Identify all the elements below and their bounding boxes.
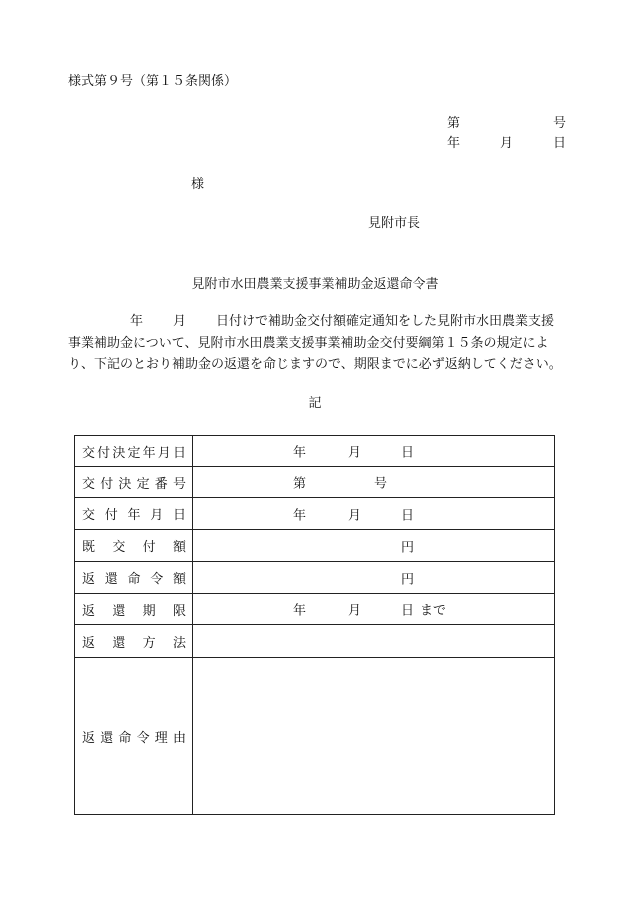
label-char: 返 bbox=[82, 603, 96, 619]
label-char: 交 bbox=[112, 540, 126, 555]
ki-heading: 記 bbox=[308, 396, 322, 411]
table-row bbox=[75, 530, 555, 562]
detail-table bbox=[74, 435, 555, 815]
label-char: 年 bbox=[142, 445, 156, 461]
decision-date-day: 日 bbox=[401, 445, 415, 461]
label-char: 番 bbox=[154, 476, 168, 492]
row-label-decision-date bbox=[75, 436, 193, 467]
label-char: 定 bbox=[127, 445, 141, 461]
label-char: 交 bbox=[82, 445, 96, 461]
label-char: 号 bbox=[172, 476, 186, 492]
label-char: 還 bbox=[112, 635, 126, 651]
label-char: 既 bbox=[82, 540, 96, 555]
label-char: 決 bbox=[118, 476, 132, 492]
label-char: 年 bbox=[127, 508, 141, 523]
table-row bbox=[75, 562, 555, 594]
table-row bbox=[75, 498, 555, 530]
table-row bbox=[75, 594, 555, 625]
document-title: 見附市水田農業支援事業補助金返還命令書 bbox=[191, 277, 439, 292]
label-char: 命 bbox=[118, 730, 132, 746]
body-year: 年 bbox=[130, 314, 144, 329]
issue-date-month: 月 bbox=[500, 136, 514, 151]
return-amount-unit: 円 bbox=[401, 572, 415, 587]
label-char: 決 bbox=[112, 445, 126, 461]
granted-amount-field bbox=[193, 530, 555, 562]
label-char: 法 bbox=[172, 635, 186, 651]
label-char: 返 bbox=[82, 635, 96, 651]
row-label-grant-date bbox=[75, 498, 193, 530]
issuer: 見附市長 bbox=[368, 216, 421, 231]
granted-amount-unit: 円 bbox=[401, 540, 415, 555]
decision-number-suffix: 号 bbox=[374, 476, 388, 492]
table-row bbox=[75, 467, 555, 498]
grant-date-day: 日 bbox=[401, 508, 415, 523]
decision-number-prefix: 第 bbox=[293, 476, 307, 492]
label-char: 理 bbox=[154, 730, 168, 746]
label-char: 日 bbox=[172, 445, 186, 461]
decision-number-field bbox=[193, 467, 555, 498]
grant-date-month: 月 bbox=[348, 508, 362, 523]
label-char: 付 bbox=[142, 540, 156, 555]
label-char: 付 bbox=[104, 508, 118, 523]
decision-date-month: 月 bbox=[348, 445, 362, 461]
label-char: 限 bbox=[172, 603, 186, 619]
table-row bbox=[75, 436, 555, 467]
label-char: 交 bbox=[82, 476, 96, 492]
return-deadline-suffix: まで bbox=[420, 603, 447, 619]
form-number: 様式第９号（第１５条関係） bbox=[68, 74, 238, 89]
return-method-field bbox=[193, 625, 555, 658]
label-char: 期 bbox=[142, 603, 156, 619]
row-label-granted-amount bbox=[75, 530, 193, 562]
row-label-return-deadline bbox=[75, 594, 193, 625]
grant-date-year: 年 bbox=[293, 508, 307, 523]
label-char: 額 bbox=[172, 572, 186, 587]
label-char: 額 bbox=[172, 540, 186, 555]
label-char: 付 bbox=[100, 476, 114, 492]
return-reason-field bbox=[193, 658, 555, 815]
row-label-return-method bbox=[75, 625, 193, 658]
table-row bbox=[75, 658, 555, 815]
document-number-suffix: 号 bbox=[553, 116, 567, 131]
label-char: 月 bbox=[150, 508, 164, 523]
body-paragraph bbox=[68, 311, 562, 376]
label-char: 還 bbox=[100, 730, 114, 746]
label-char: 返 bbox=[82, 730, 96, 746]
label-char: 定 bbox=[136, 476, 150, 492]
issue-date-year: 年 bbox=[447, 136, 461, 151]
body-text: 日付けで補助金交付額確定通知をした見附市水田農業支援事業補助金について、見附市水田農業支援事業補助金交付要綱第１５条の規定により、下記のとおり補助金の返還を命じますので、期限までに必ず返納してください。 bbox=[68, 314, 562, 372]
row-label-return-reason bbox=[75, 658, 193, 815]
decision-date-field bbox=[193, 436, 555, 467]
body-month: 月 bbox=[173, 314, 187, 329]
label-char: 付 bbox=[97, 445, 111, 461]
label-char: 還 bbox=[104, 572, 118, 587]
return-deadline-day: 日 bbox=[401, 603, 415, 619]
decision-date-year: 年 bbox=[293, 445, 307, 461]
return-amount-field bbox=[193, 562, 555, 594]
table-row bbox=[75, 625, 555, 658]
row-label-return-amount bbox=[75, 562, 193, 594]
label-char: 還 bbox=[112, 603, 126, 619]
return-deadline-year: 年 bbox=[293, 603, 307, 619]
label-char: 交 bbox=[82, 508, 96, 523]
document-number-prefix: 第 bbox=[447, 116, 461, 131]
label-char: 月 bbox=[157, 445, 171, 461]
label-char: 令 bbox=[136, 730, 150, 746]
return-deadline-month: 月 bbox=[348, 603, 362, 619]
grant-date-field bbox=[193, 498, 555, 530]
label-char: 由 bbox=[172, 730, 186, 746]
label-char: 方 bbox=[142, 635, 156, 651]
issue-date-day: 日 bbox=[553, 136, 567, 151]
label-char: 命 bbox=[127, 572, 141, 587]
return-deadline-field bbox=[193, 594, 555, 625]
label-char: 返 bbox=[82, 572, 96, 587]
addressee-honorific: 様 bbox=[191, 177, 205, 192]
label-char: 令 bbox=[150, 572, 164, 587]
row-label-decision-number bbox=[75, 467, 193, 498]
label-char: 日 bbox=[172, 508, 186, 523]
